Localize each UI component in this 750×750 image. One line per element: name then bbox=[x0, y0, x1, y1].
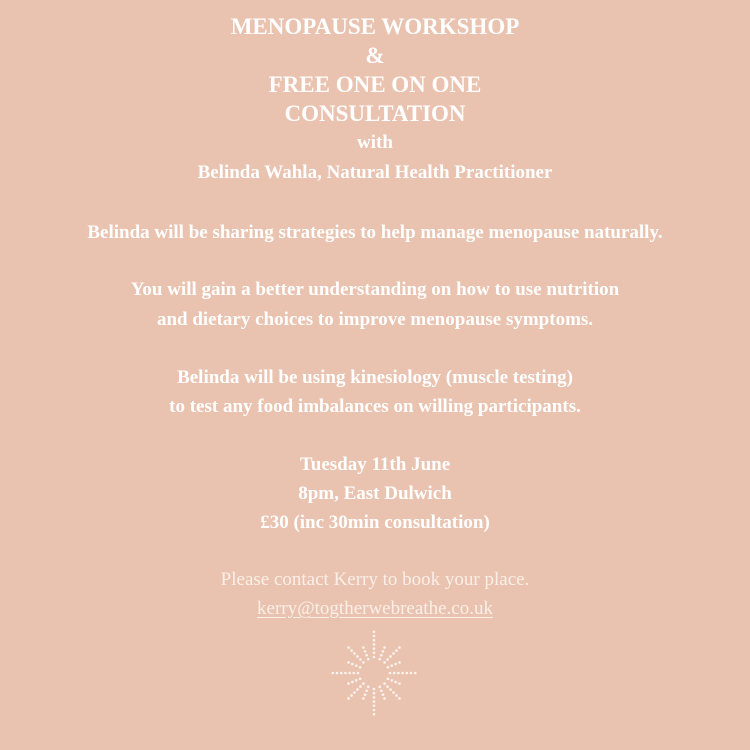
sun-ray-dot bbox=[350, 649, 353, 652]
sun-ray-dot bbox=[373, 643, 376, 646]
sun-ray-dot bbox=[373, 652, 376, 655]
sun-ray-dot bbox=[362, 697, 365, 700]
paragraph-2-line-1: You will gain a better understanding on how to use nutrition bbox=[130, 279, 620, 300]
presenter: Belinda Wahla, Natural Health Practitioner bbox=[197, 162, 553, 183]
sun-ray-dot bbox=[348, 672, 351, 675]
sun-ray-dot bbox=[373, 639, 376, 642]
sun-ray-dot bbox=[392, 691, 395, 694]
sun-ray-dot bbox=[383, 661, 386, 664]
sun-ray-dot bbox=[364, 693, 367, 696]
sun-ray-dot bbox=[398, 661, 401, 664]
sun-ray-dot bbox=[414, 672, 417, 675]
sun-ray-dot bbox=[390, 664, 393, 667]
sun-ray-dot bbox=[398, 682, 401, 685]
sun-ray-dot bbox=[365, 689, 368, 692]
sun-ray-dot bbox=[383, 697, 386, 700]
title-line-3: FREE ONE ON ONE bbox=[268, 72, 482, 97]
sun-ray-dot bbox=[393, 672, 396, 675]
title-line-2: & bbox=[365, 43, 385, 68]
sun-ray-dot bbox=[389, 655, 392, 658]
sun-ray-dot bbox=[398, 697, 401, 700]
sun-ray-dot bbox=[364, 650, 367, 653]
sun-ray-dot bbox=[340, 672, 343, 675]
sun-ray-dot bbox=[359, 677, 362, 680]
sun-ray-dot bbox=[373, 700, 376, 703]
sun-ray-dot bbox=[389, 672, 392, 675]
sun-ray-dot bbox=[387, 666, 390, 669]
sun-ray-dot bbox=[373, 713, 376, 716]
sun-ray-dot bbox=[373, 692, 376, 695]
sun-ray-dot bbox=[378, 686, 381, 689]
sun-ray-dot bbox=[359, 685, 362, 688]
sun-ray-dot bbox=[394, 681, 397, 684]
sun-ray-dot bbox=[395, 649, 398, 652]
sun-ray-dot bbox=[395, 694, 398, 697]
contact-email-link[interactable]: kerry@togtherwebreathe.co.uk bbox=[257, 598, 493, 619]
paragraph-1: Belinda will be sharing strategies to help manage menopause naturally. bbox=[87, 222, 663, 243]
sun-ray-dot bbox=[347, 661, 350, 664]
event-date: Tuesday 11th June bbox=[299, 454, 451, 475]
sun-ray-dot bbox=[373, 696, 376, 699]
sun-ray-dot bbox=[394, 663, 397, 666]
sun-ray-dot bbox=[406, 672, 409, 675]
paragraph-2-line-2: and dietary choices to improve menopause symptoms. bbox=[156, 309, 594, 330]
sun-ray-dot bbox=[401, 672, 404, 675]
sun-ray-dot bbox=[373, 709, 376, 712]
sun-ray-dot bbox=[355, 679, 358, 682]
sun-ray-dot bbox=[367, 658, 370, 661]
sun-ray-dot bbox=[332, 672, 335, 675]
sun-ray-dot bbox=[350, 694, 353, 697]
sun-ray-dot bbox=[359, 658, 362, 661]
sun-ray-dot bbox=[353, 691, 356, 694]
sun-ray-dot bbox=[362, 646, 365, 649]
sun-ray-dot bbox=[373, 656, 376, 659]
sun-ray-dot bbox=[386, 658, 389, 661]
sun-ray-dot bbox=[336, 672, 339, 675]
sun-ray-dot bbox=[353, 652, 356, 655]
sun-ray-dot bbox=[356, 655, 359, 658]
sun-ray-dot bbox=[389, 688, 392, 691]
title-line-1: MENOPAUSE WORKSHOP bbox=[230, 14, 520, 39]
with-text: with bbox=[357, 132, 393, 153]
contact-email-line bbox=[0, 599, 750, 618]
sun-ray-dot bbox=[390, 679, 393, 682]
sun-ray-dot bbox=[382, 693, 385, 696]
sun-ray-dot bbox=[373, 705, 376, 708]
sun-ray-dot bbox=[356, 688, 359, 691]
sun-ray-dot bbox=[380, 689, 383, 692]
sun-ray-dot bbox=[365, 654, 368, 657]
sun-ray-dot bbox=[367, 686, 370, 689]
sun-ray-dot bbox=[380, 654, 383, 657]
sun-ray-dot bbox=[362, 661, 365, 664]
sun-ray-dot bbox=[392, 652, 395, 655]
sun-ray-dot bbox=[386, 685, 389, 688]
sun-ray-dot bbox=[378, 658, 381, 661]
sun-ray-dot bbox=[373, 635, 376, 638]
sun-ray-dot bbox=[397, 672, 400, 675]
sun-ray-dot bbox=[373, 647, 376, 650]
sun-ray-dot bbox=[383, 682, 386, 685]
title-line-4: CONSULTATION bbox=[284, 101, 466, 126]
sun-ray-dot bbox=[344, 672, 347, 675]
sun-ray-dot bbox=[353, 672, 356, 675]
sun-ray-dot bbox=[357, 672, 360, 675]
paragraph-3-line-1: Belinda will be using kinesiology (muscle testing) bbox=[177, 367, 573, 388]
sun-ray-dot bbox=[351, 663, 354, 666]
event-time-place: 8pm, East Dulwich bbox=[298, 483, 452, 504]
sun-ray-dot bbox=[362, 682, 365, 685]
sun-ray-dot bbox=[398, 646, 401, 649]
sun-ray-dot bbox=[347, 646, 350, 649]
sun-ray-dot bbox=[355, 664, 358, 667]
sun-ray-dot bbox=[359, 666, 362, 669]
sun-ray-dot bbox=[410, 672, 413, 675]
sun-ray-dot bbox=[347, 682, 350, 685]
sun-ray-dot bbox=[373, 688, 376, 691]
sun-ray-dot bbox=[351, 681, 354, 684]
sun-ray-dot bbox=[383, 646, 386, 649]
sun-ray-dot bbox=[373, 631, 376, 634]
sun-ray-dot bbox=[387, 677, 390, 680]
event-price: £30 (inc 30min consultation) bbox=[260, 512, 490, 533]
contact-text: Please contact Kerry to book your place. bbox=[220, 569, 530, 590]
sun-ray-dot bbox=[382, 650, 385, 653]
dotted-sun-icon bbox=[324, 623, 424, 723]
paragraph-3-line-2: to test any food imbalances on willing participants. bbox=[169, 396, 581, 417]
sun-ray-dot bbox=[347, 697, 350, 700]
